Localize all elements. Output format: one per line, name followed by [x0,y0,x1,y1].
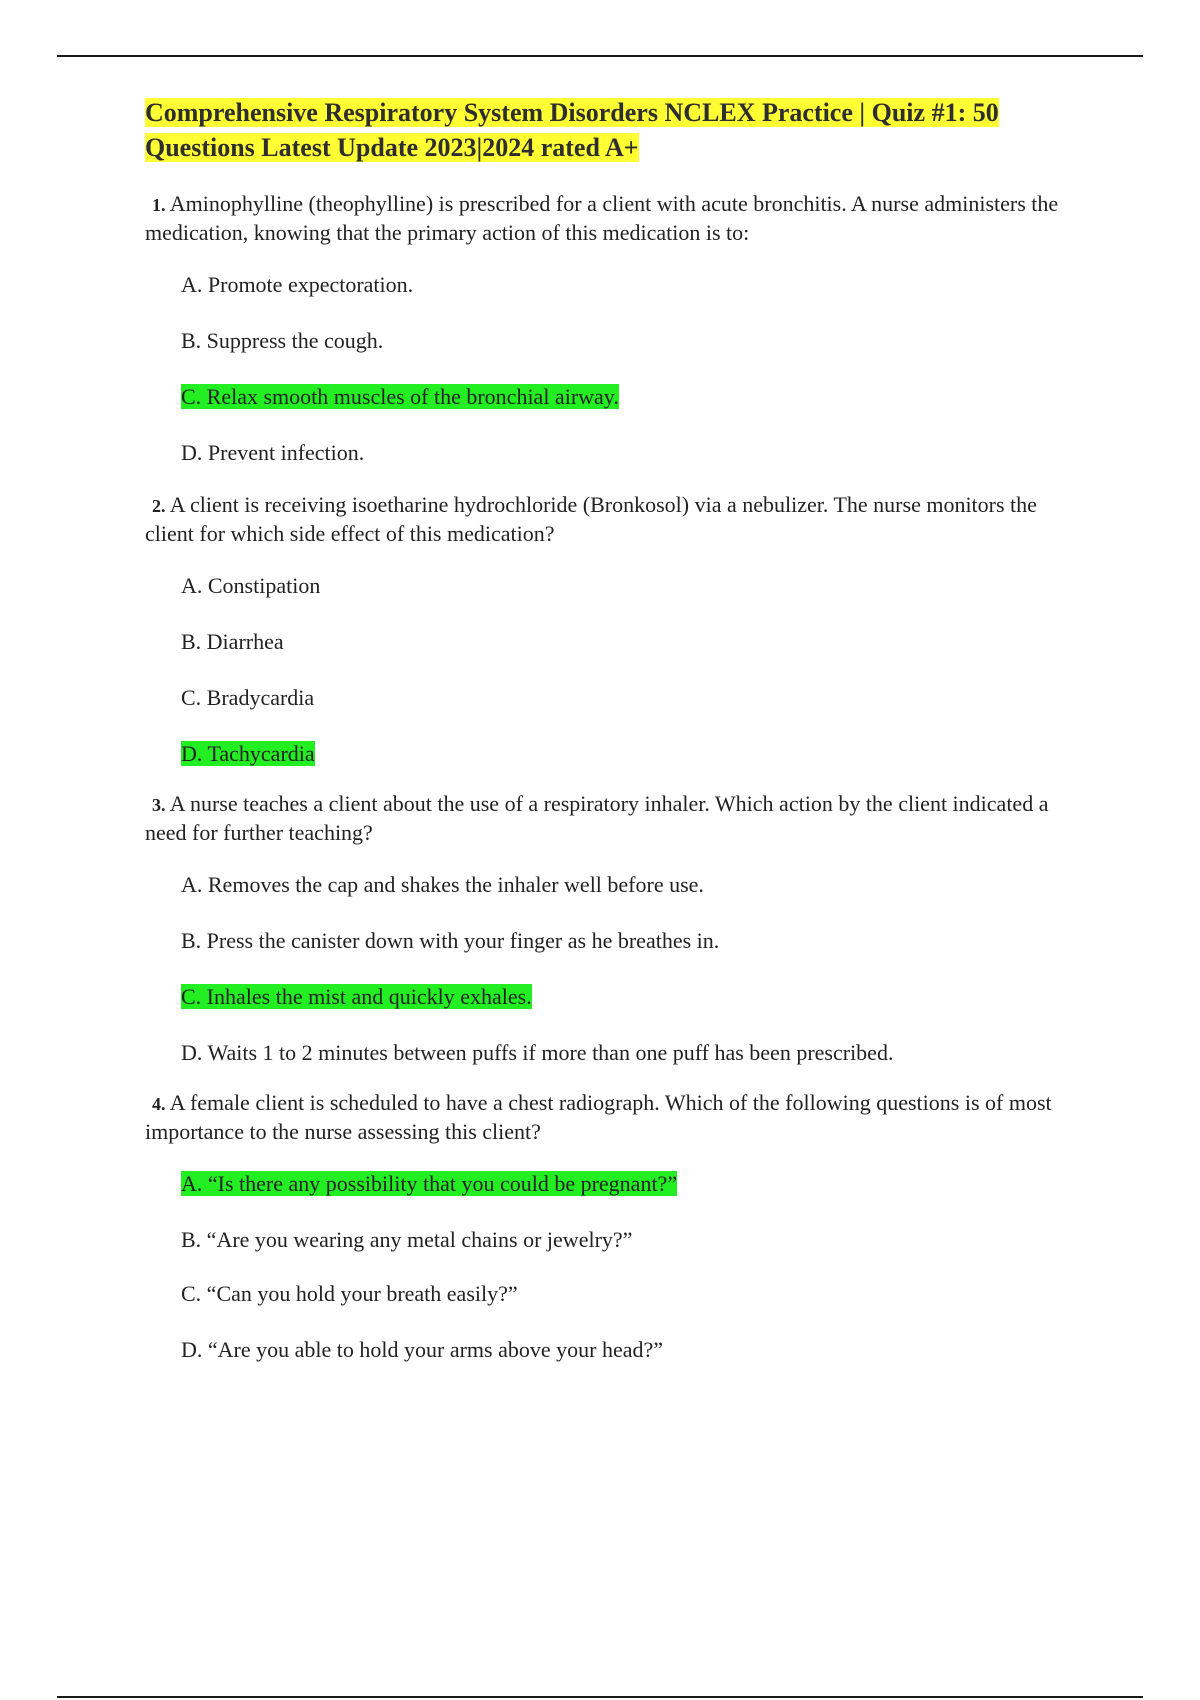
answer-option-correct [181,983,1085,1011]
option-text: D. Prevent infection. [181,440,365,465]
answer-option [181,1039,1085,1067]
option-text-highlighted: C. Relax smooth muscles of the bronchial airway. [181,384,619,409]
answer-option [181,871,1085,899]
question-stem [145,491,1085,548]
option-text: A. Constipation [181,573,321,598]
answer-option [181,572,1085,600]
answer-option [181,271,1085,299]
answer-option [181,1226,1085,1254]
question-text: A client is receiving isoetharine hydrochloride (Bronkosol) via a nebulizer. The nurse monitors the client for which side effect of this medication? [145,492,1037,546]
answer-option-correct [181,740,1085,768]
question-block [145,190,1085,467]
option-text: B. Diarrhea [181,629,284,654]
option-text: B. Press the canister down with your finger as he breathes in. [181,928,720,953]
question-text: A female client is scheduled to have a chest radiograph. Which of the following questions is of most importance to the nurse assessing this client? [145,1090,1052,1144]
question-number: 4. [152,1094,166,1114]
option-text: C. “Can you hold your breath easily?” [181,1281,518,1306]
question-stem [145,790,1085,847]
answer-option-correct [181,383,1085,411]
answer-option-correct [181,1170,1085,1198]
answer-option [181,327,1085,355]
answer-option [181,628,1085,656]
option-text: D. “Are you able to hold your arms above your head?” [181,1337,664,1362]
document-title-text: Comprehensive Respiratory System Disorders NCLEX Practice | Quiz #1: 50 Questions Latest Update 2023|2024 rated A+ [145,98,999,162]
option-text: B. Suppress the cough. [181,328,384,353]
answer-option [181,684,1085,712]
answer-option [181,1336,1085,1364]
question-stem [145,1089,1085,1146]
question-text: Aminophylline (theophylline) is prescribed for a client with acute bronchitis. A nurse administers the medication, knowing that the primary action of this medication is to: [145,191,1059,245]
bottom-rule [57,1696,1143,1698]
document-body [145,95,1085,1364]
question-text: A nurse teaches a client about the use of a respiratory inhaler. Which action by the client indicated a need for further teaching? [145,791,1049,845]
option-text: D. Waits 1 to 2 minutes between puffs if more than one puff has been prescribed. [181,1040,894,1065]
option-text: C. Bradycardia [181,685,315,710]
option-text: A. Promote expectoration. [181,272,414,297]
question-number: 3. [152,795,166,815]
document-title [145,95,1085,165]
answer-option [181,1280,1085,1308]
option-text-highlighted: D. Tachycardia [181,741,315,766]
option-text-highlighted: A. “Is there any possibility that you could be pregnant?” [181,1171,678,1196]
answer-option [181,439,1085,467]
question-block [145,1089,1085,1364]
question-block [145,491,1085,768]
option-text: A. Removes the cap and shakes the inhaler well before use. [181,872,704,897]
answer-option [181,927,1085,955]
question-stem [145,190,1085,247]
option-text-highlighted: C. Inhales the mist and quickly exhales. [181,984,532,1009]
top-rule [57,55,1143,57]
question-number: 2. [152,496,166,516]
option-text: B. “Are you wearing any metal chains or jewelry?” [181,1227,633,1252]
question-block [145,790,1085,1067]
question-number: 1. [152,195,166,215]
